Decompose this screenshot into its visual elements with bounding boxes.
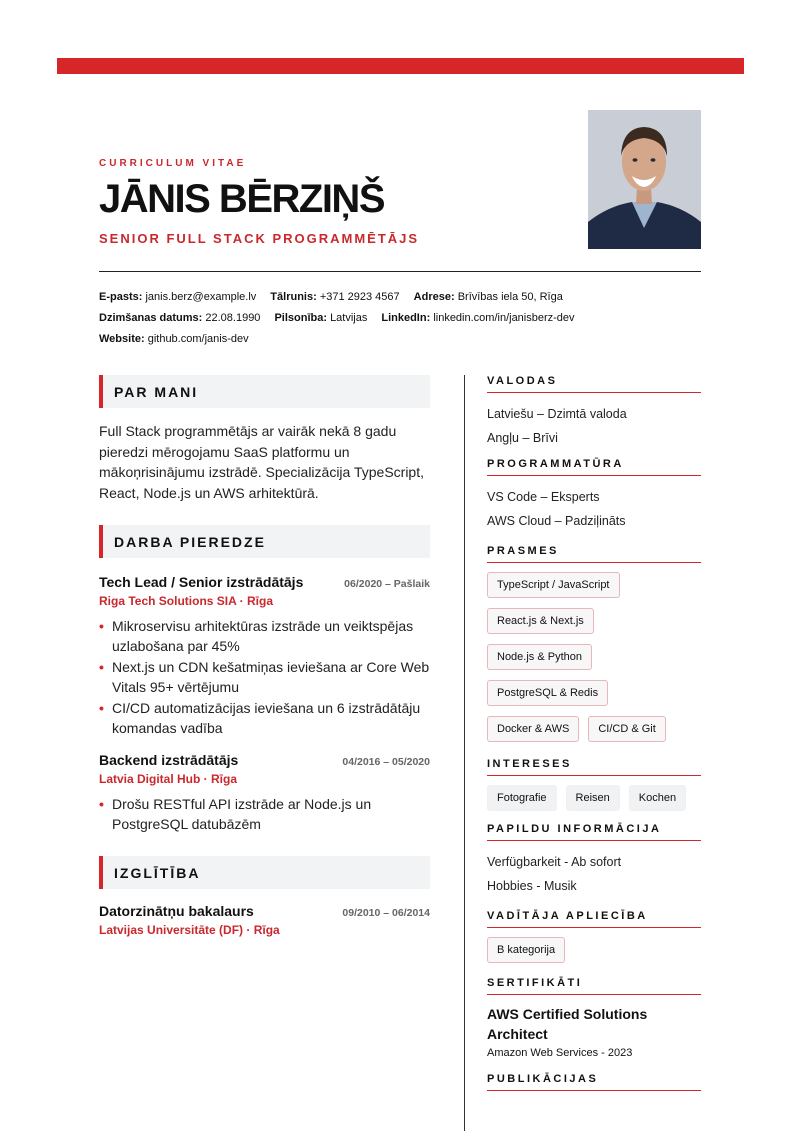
section-heading-about: PAR MANI	[99, 375, 430, 408]
education-entry	[99, 903, 430, 937]
certificate-issuer: Amazon Web Services - 2023	[487, 1047, 633, 1059]
email-value[interactable]: janis.berz@example.lv	[145, 291, 257, 303]
skill-chip: Node.js & Python	[487, 644, 592, 670]
main-column	[99, 375, 430, 937]
license-chip: B kategorija	[487, 937, 565, 963]
contact-phone: Tālrunis: +371 2923 4567	[270, 291, 400, 303]
software-item: AWS Cloud – Padziļināts	[487, 514, 626, 528]
list-item: • CI/CD automatizācijas ieviešana un 6 izstrādātāju komandas vadība	[99, 699, 430, 738]
contact-email: E-pasts: janis.berz@example.lv	[99, 291, 257, 303]
about-text: Full Stack programmētājs ar vairāk nekā 8 gadu pieredzi mērogojamu SaaS platformu un mākoņrisinājumu izstrādē. Specializācija TypeScript, React, Node.js un AWS arhitektūrā.	[99, 423, 424, 501]
section-heading-education: IZGLĪTĪBA	[99, 856, 430, 889]
website-link[interactable]: github.com/janis-dev	[147, 333, 249, 345]
citizenship-value: Latvijas	[330, 312, 368, 324]
column-divider	[464, 375, 465, 1131]
skill-chip: TypeScript / JavaScript	[487, 572, 620, 598]
license-section	[487, 910, 701, 963]
software-item: VS Code – Eksperts	[487, 490, 600, 504]
sidebar-heading: VADĪTĀJA APLIECĪBA	[487, 910, 701, 928]
job-company: Latvia Digital Hub · Rīga	[99, 772, 238, 786]
sidebar-heading: SERTIFIKĀTI	[487, 977, 701, 995]
certificate-title: AWS Certified Solutions Architect	[487, 1006, 648, 1042]
dob-value: 22.08.1990	[205, 312, 261, 324]
contact-citizenship: Pilsonība: Latvijas	[274, 312, 368, 324]
contact-linkedin: LinkedIn: linkedin.com/in/janisberz-dev	[381, 312, 575, 324]
contact-website: Website: github.com/janis-dev	[99, 333, 249, 345]
job-date: 04/2016 – 05/2020	[342, 756, 430, 768]
sidebar-heading: PRASMES	[487, 545, 701, 563]
sidebar-heading: PAPILDU INFORMĀCIJA	[487, 823, 701, 841]
skills-section	[487, 545, 701, 742]
education-date: 09/2010 – 06/2014	[342, 907, 430, 919]
cv-header	[99, 110, 701, 250]
contact-info	[99, 287, 701, 350]
candidate-role: SENIOR FULL STACK PROGRAMMĒTĀJS	[99, 231, 420, 246]
sidebar	[487, 375, 701, 1100]
job-entry	[99, 574, 430, 738]
profile-photo	[588, 110, 701, 249]
additional-info-section	[487, 823, 701, 898]
list-item: • Mikroservisu arhitektūras izstrāde un veiktspējas uzlabošana par 45%	[99, 617, 430, 656]
sidebar-heading: VALODAS	[487, 375, 701, 393]
interests-section	[487, 758, 701, 811]
sidebar-heading: PROGRAMMATŪRA	[487, 458, 701, 476]
skill-chip: CI/CD & Git	[588, 716, 665, 742]
software-section	[487, 458, 701, 533]
contact-address: Adrese: Brīvības iela 50, Rīga	[413, 291, 563, 303]
list-item: • Drošu RESTful API izstrāde ar Node.js un PostgreSQL datubāzēm	[99, 795, 430, 834]
publications-section	[487, 1073, 701, 1091]
address-value: Brīvības iela 50, Rīga	[457, 291, 563, 303]
interest-chip: Fotografie	[487, 785, 557, 811]
job-title: Backend izstrādātājs	[99, 752, 239, 768]
additional-item: Verfügbarkeit - Ab sofort	[487, 855, 622, 869]
job-bullets	[99, 617, 430, 738]
job-company: Riga Tech Solutions SIA · Rīga	[99, 594, 274, 608]
list-item: • Next.js un CDN kešatmiņas ieviešana ar Core Web Vitals 95+ vērtējumu	[99, 658, 430, 697]
skill-chip: React.js & Next.js	[487, 608, 594, 634]
languages-section	[487, 375, 701, 450]
skill-chip: Docker & AWS	[487, 716, 579, 742]
linkedin-link[interactable]: linkedin.com/in/janisberz-dev	[433, 312, 575, 324]
phone-value: +371 2923 4567	[319, 291, 400, 303]
school-name: Latvijas Universitāte (DF) · Rīga	[99, 923, 280, 937]
degree-title: Datorzinātņu bakalaurs	[99, 903, 254, 919]
job-entry	[99, 752, 430, 834]
sidebar-heading: PUBLIKĀCIJAS	[487, 1073, 701, 1091]
header-divider	[99, 271, 701, 272]
section-heading-experience: DARBA PIEREDZE	[99, 525, 430, 558]
job-bullets	[99, 795, 430, 834]
skill-chip: PostgreSQL & Redis	[487, 680, 608, 706]
additional-item: Hobbies - Musik	[487, 879, 577, 893]
job-date: 06/2020 – Pašlaik	[344, 578, 430, 590]
candidate-name: JĀNIS BĒRZIŅŠ	[99, 177, 384, 221]
language-item: Angļu – Brīvi	[487, 431, 558, 445]
cv-label: CURRICULUM VITAE	[99, 158, 247, 169]
sidebar-heading: INTERESES	[487, 758, 701, 776]
top-accent-bar	[57, 58, 744, 74]
language-item: Latviešu – Dzimtā valoda	[487, 407, 627, 421]
contact-dob: Dzimšanas datums: 22.08.1990	[99, 312, 261, 324]
interest-chip: Kochen	[629, 785, 686, 811]
job-title: Tech Lead / Senior izstrādātājs	[99, 574, 304, 590]
interest-chip: Reisen	[566, 785, 620, 811]
certificates-section	[487, 977, 701, 1059]
